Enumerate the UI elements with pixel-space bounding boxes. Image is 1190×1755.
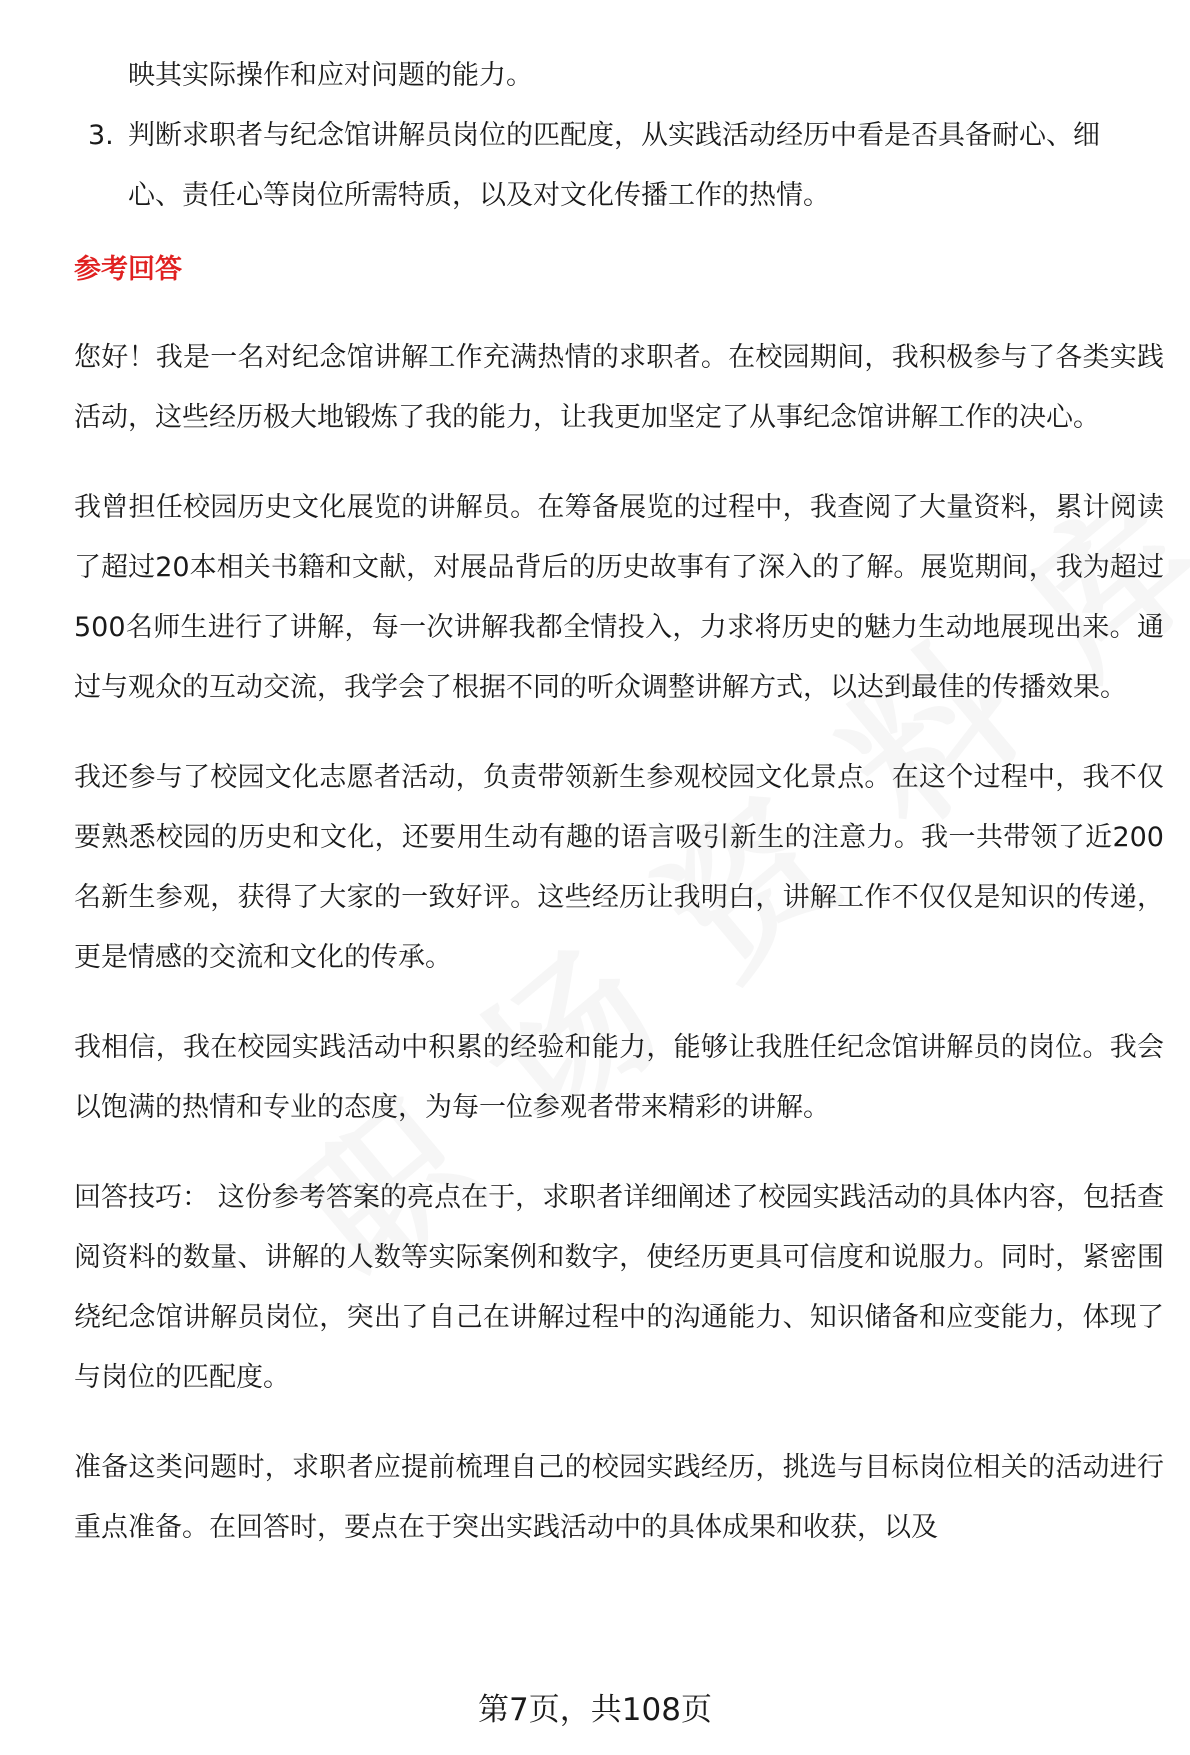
paragraph-intro: 您好！我是一名对纪念馆讲解工作充满热情的求职者。在校园期间，我积极参与了各类实践活动，这些经历极大地锻炼了我的能力，让我更加坚定了从事纪念馆讲解工作的决心。 xyxy=(74,342,1164,433)
paragraph-exhibition: 我曾担任校园历史文化展览的讲解员。在筹备展览的过程中，我查阅了大量资料，累计阅读了超过20本相关书籍和文献，对展品背后的历史故事有了深入的了解。展览期间，我为超过500名师生进行了讲解，每一次讲解我都全情投入，力求将历史的魅力生动地展现出来。通过与观众的互动交流，我学会了根据不同的听众调整讲解方式，以达到最佳的传播效果。 xyxy=(74,492,1164,703)
paragraph-volunteer: 我还参与了校园文化志愿者活动，负责带领新生参观校园文化景点。在这个过程中，我不仅要熟悉校园的历史和文化，还要用生动有趣的语言吸引新生的注意力。我一共带领了近200名新生参观，获得了大家的一致好评。这些经历让我明白，讲解工作不仅仅是知识的传递，更是情感的交流和文化的传承。 xyxy=(74,762,1164,973)
list-item-number: 3. xyxy=(88,120,114,151)
paragraph-preparation: 准备这类问题时，求职者应提前梳理自己的校园实践经历，挑选与目标岗位相关的活动进行重点准备。在回答时，要点在于突出实践活动中的具体成果和收获，以及 xyxy=(74,1452,1164,1543)
paragraph-tips: 回答技巧： 这份参考答案的亮点在于，求职者详细阐述了校园实践活动的具体内容，包括查阅资料的数量、讲解的人数等实际案例和数字，使经历更具可信度和说服力。同时，紧密围绕纪念馆讲解员岗位，突出了自己在讲解过程中的沟通能力、知识储备和应变能力，体现了与岗位的匹配度。 xyxy=(74,1182,1164,1393)
list-item-3 xyxy=(74,106,1174,226)
page-footer: 第7页，共108页 xyxy=(478,1692,712,1728)
list-item-continuation: 映其实际操作和应对问题的能力。 xyxy=(128,60,533,91)
document-page xyxy=(74,46,1174,1588)
section-title: 参考回答 xyxy=(74,254,182,285)
list-item-text: 判断求职者与纪念馆讲解员岗位的匹配度，从实践活动经历中看是否具备耐心、细心、责任心等岗位所需特质，以及对文化传播工作的热情。 xyxy=(128,120,1100,211)
paragraph-conclusion: 我相信，我在校园实践活动中积累的经验和能力，能够让我胜任纪念馆讲解员的岗位。我会以饱满的热情和专业的态度，为每一位参观者带来精彩的讲解。 xyxy=(74,1032,1164,1123)
